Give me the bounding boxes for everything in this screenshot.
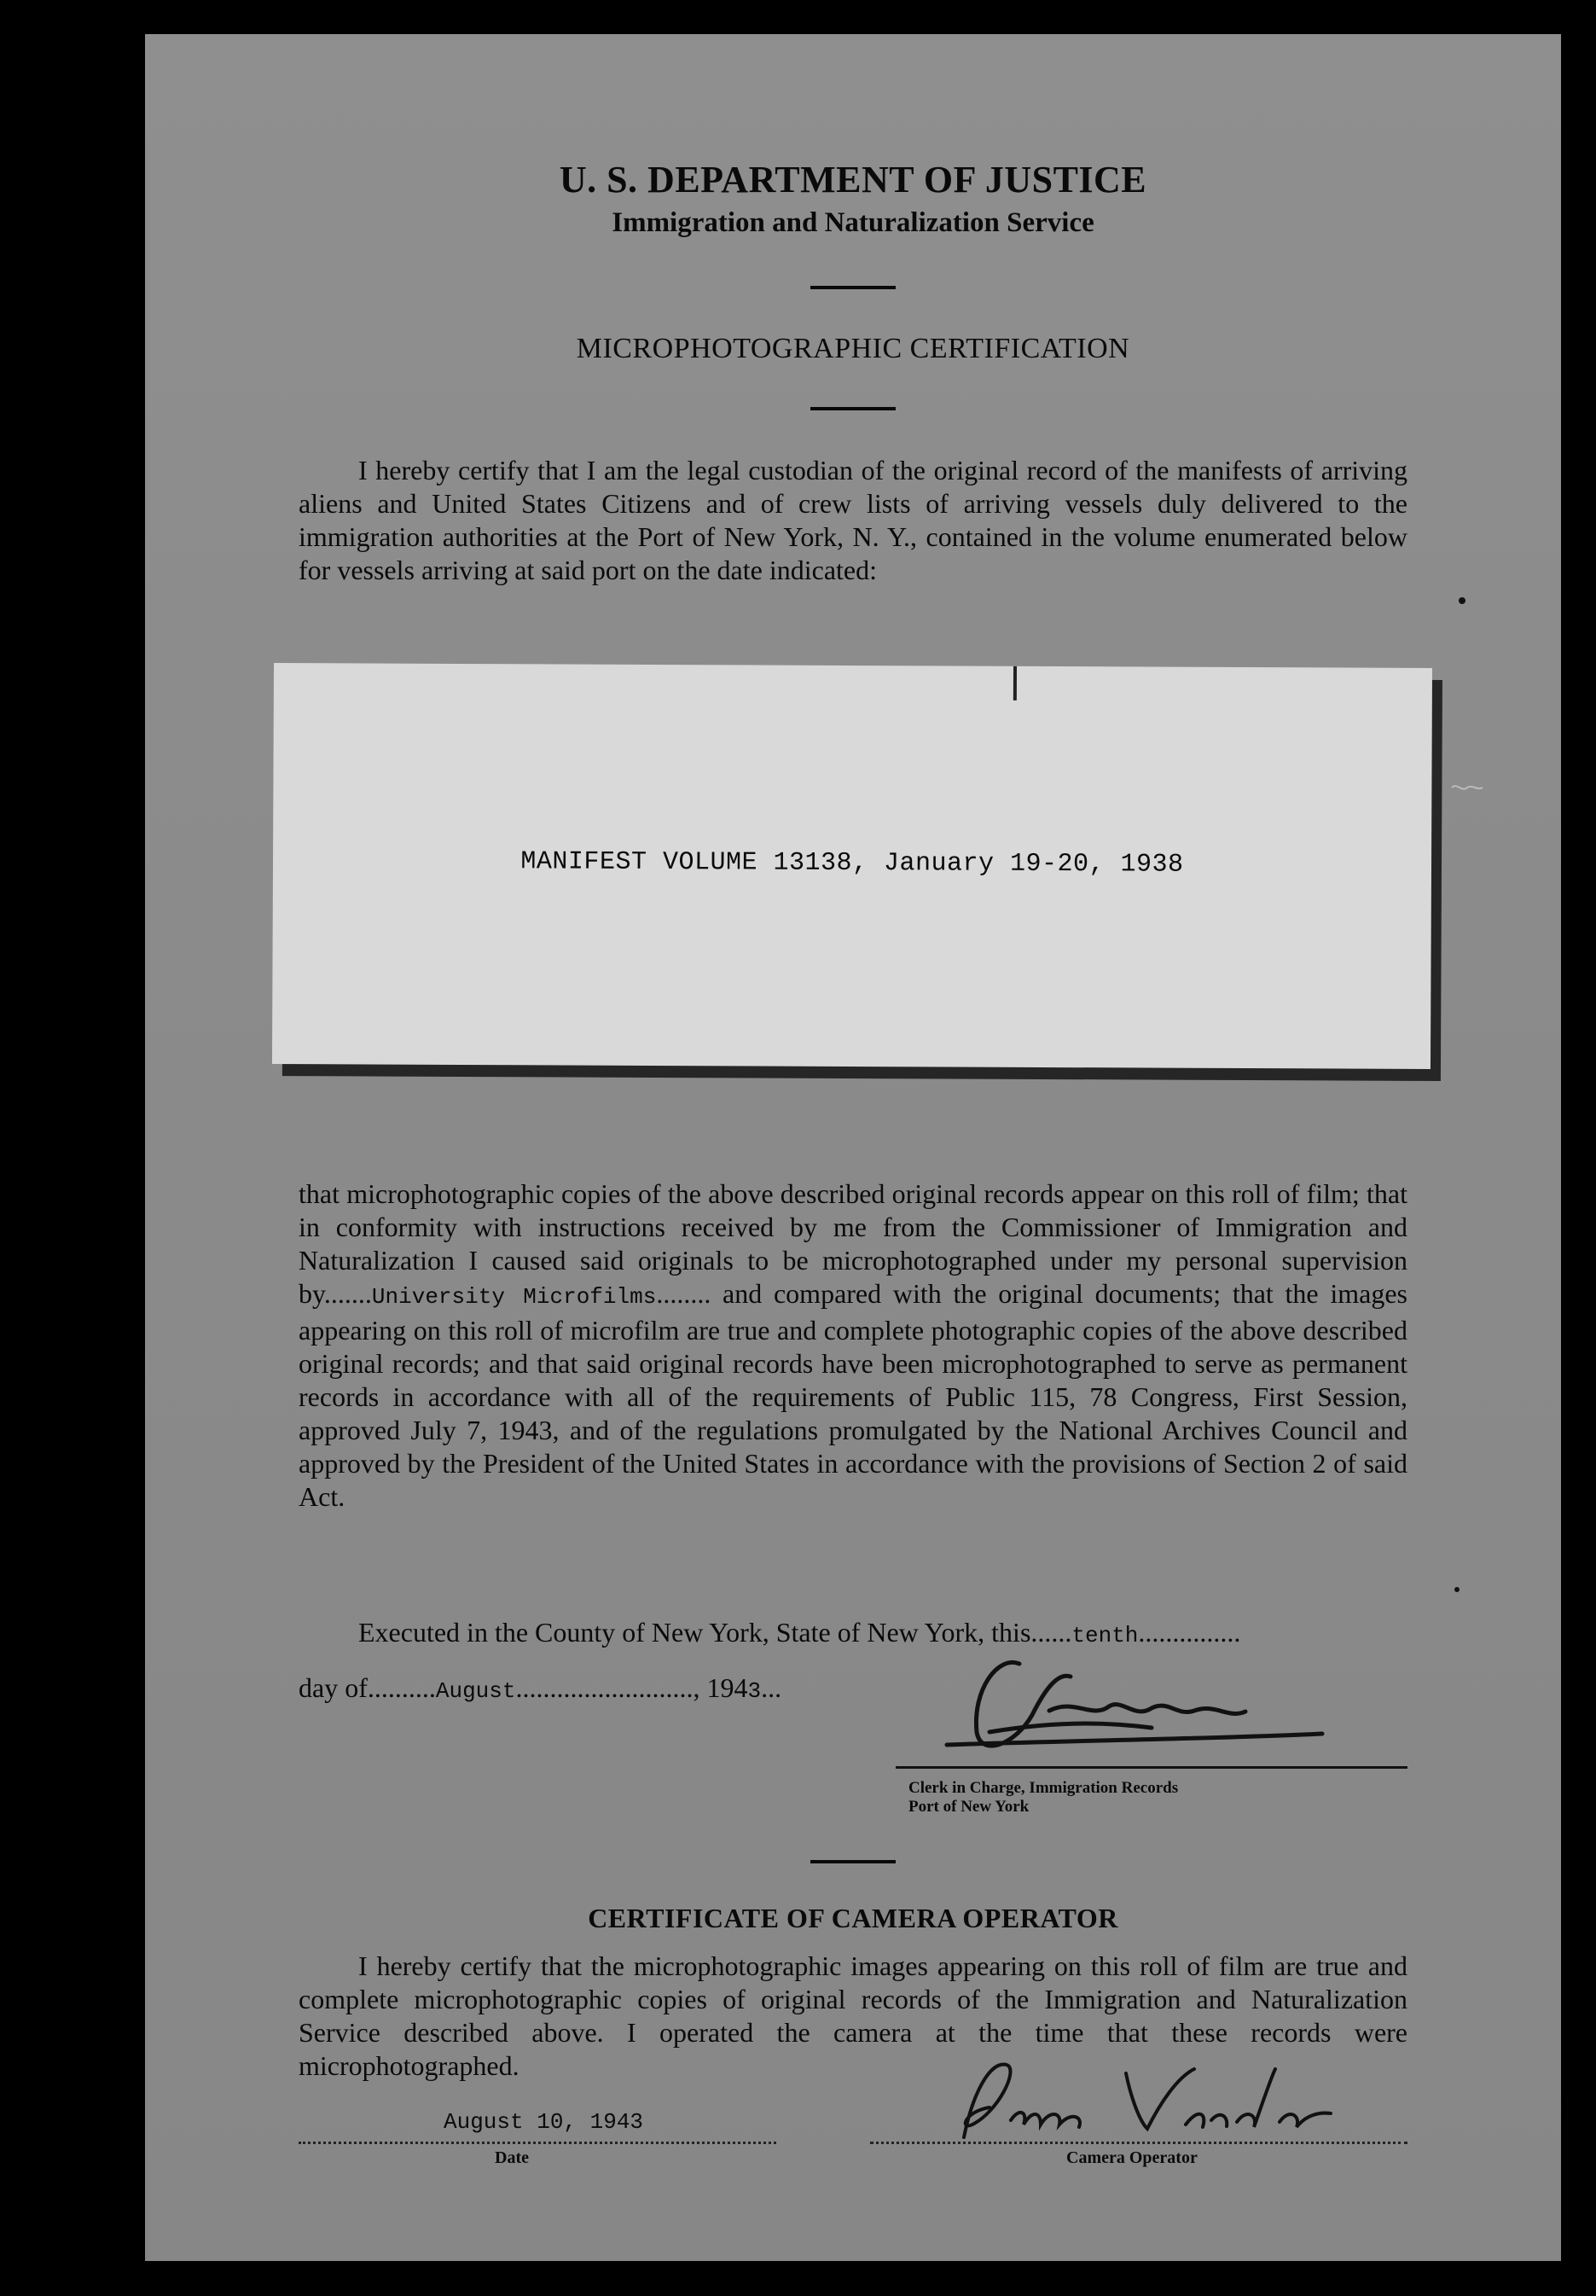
- executed-text: Executed in the County of New York, State of New York, this: [358, 1617, 1031, 1648]
- camera-operator-title: CERTIFICATE OF CAMERA OPERATOR: [588, 1903, 1118, 1933]
- paragraph-text: and compared with the original documents; that the images appearing on this roll of microfilm are true and complete photographic copies of the above described original records; and that said original records have been microphotographed to serve as permanent records in accordance with all of the requirements of Public 115, 78 Congress, First Session, approved July 7, 1943, and of the regulations promulgated by the National Archives Council and approved by the President of the United States in accordance with the provisions of Section 2 of said Act.: [299, 1278, 1408, 1512]
- clerk-title-line1: Clerk in Charge, Immigration Records: [908, 1779, 1179, 1797]
- divider: [810, 407, 896, 410]
- certification-paragraph-continued: [299, 1177, 1407, 1514]
- divider: [810, 286, 896, 289]
- margin-mark: [1450, 781, 1484, 802]
- service-subtitle: Immigration and Naturalization Service: [612, 207, 1094, 238]
- camera-operator-paragraph: I hereby certify that the microphotographic images appearing on this roll of film are true and complete microphotographic copies of original records of the Immigration and Naturalization Service described above. I operated the camera at the time that these records were microphotographed.: [299, 1950, 1407, 2081]
- dot-leader: ...............: [1138, 1617, 1241, 1648]
- year-digit: 3: [747, 1678, 762, 1704]
- manifest-slip: [272, 663, 1432, 1069]
- camera-operator-signature: [913, 2043, 1356, 2154]
- manifest-volume-text: MANIFEST VOLUME 13138, January 19-20, 1938: [520, 847, 1184, 880]
- document-sheet: [145, 34, 1561, 2261]
- clerk-title: [908, 1779, 1178, 1816]
- month-value: August: [435, 1678, 516, 1704]
- operator-date-value: August 10, 1943: [444, 2109, 644, 2135]
- clerk-signature: [896, 1638, 1373, 1766]
- dot-leader: ...: [761, 1672, 782, 1703]
- day-of-label: day of: [299, 1672, 368, 1703]
- dot-leader: ..........................: [515, 1672, 694, 1703]
- camera-operator-label: Camera Operator: [1066, 2148, 1198, 2167]
- certification-title: MICROPHOTOGRAPHIC CERTIFICATION: [576, 333, 1130, 364]
- dot-leader: ..........: [367, 1672, 436, 1703]
- date-label: Date: [495, 2148, 529, 2167]
- clerk-title-line2: Port of New York: [908, 1798, 1030, 1816]
- paragraph-text: that microphotographic copies of the above described original records appear on this roll of film; that in conformity with instructions received by me from the Commissioner of Immigration and Naturalization I caused said originals to be microphotographed under my personal supervision by: [299, 1178, 1407, 1309]
- dot-leader: ........: [656, 1278, 711, 1309]
- clerk-signature-line: [896, 1766, 1407, 1769]
- date-line: [299, 2142, 776, 2144]
- certification-paragraph: I hereby certify that I am the legal custodian of the original record of the manifests of arriving aliens and United States Citizens and of crew lists of arriving vessels duly delivered to the immigration authorities at the Port of New York, N. Y., contained in the volume enumerated below for vessels arriving at said port on the date indicated:: [299, 455, 1407, 585]
- department-title: U. S. DEPARTMENT OF JUSTICE: [559, 159, 1147, 201]
- year-prefix: , 194: [693, 1672, 748, 1703]
- speck: [1459, 597, 1465, 604]
- filmed-by-value: University Microfilms: [371, 1284, 657, 1310]
- day-value: tenth: [1071, 1623, 1139, 1648]
- slip-mark: [1013, 666, 1017, 700]
- speck: [1454, 1587, 1460, 1592]
- divider: [810, 1860, 896, 1863]
- day-of-line: [299, 1672, 781, 1704]
- dot-leader: .......: [323, 1278, 372, 1309]
- dot-leader: ......: [1030, 1617, 1072, 1648]
